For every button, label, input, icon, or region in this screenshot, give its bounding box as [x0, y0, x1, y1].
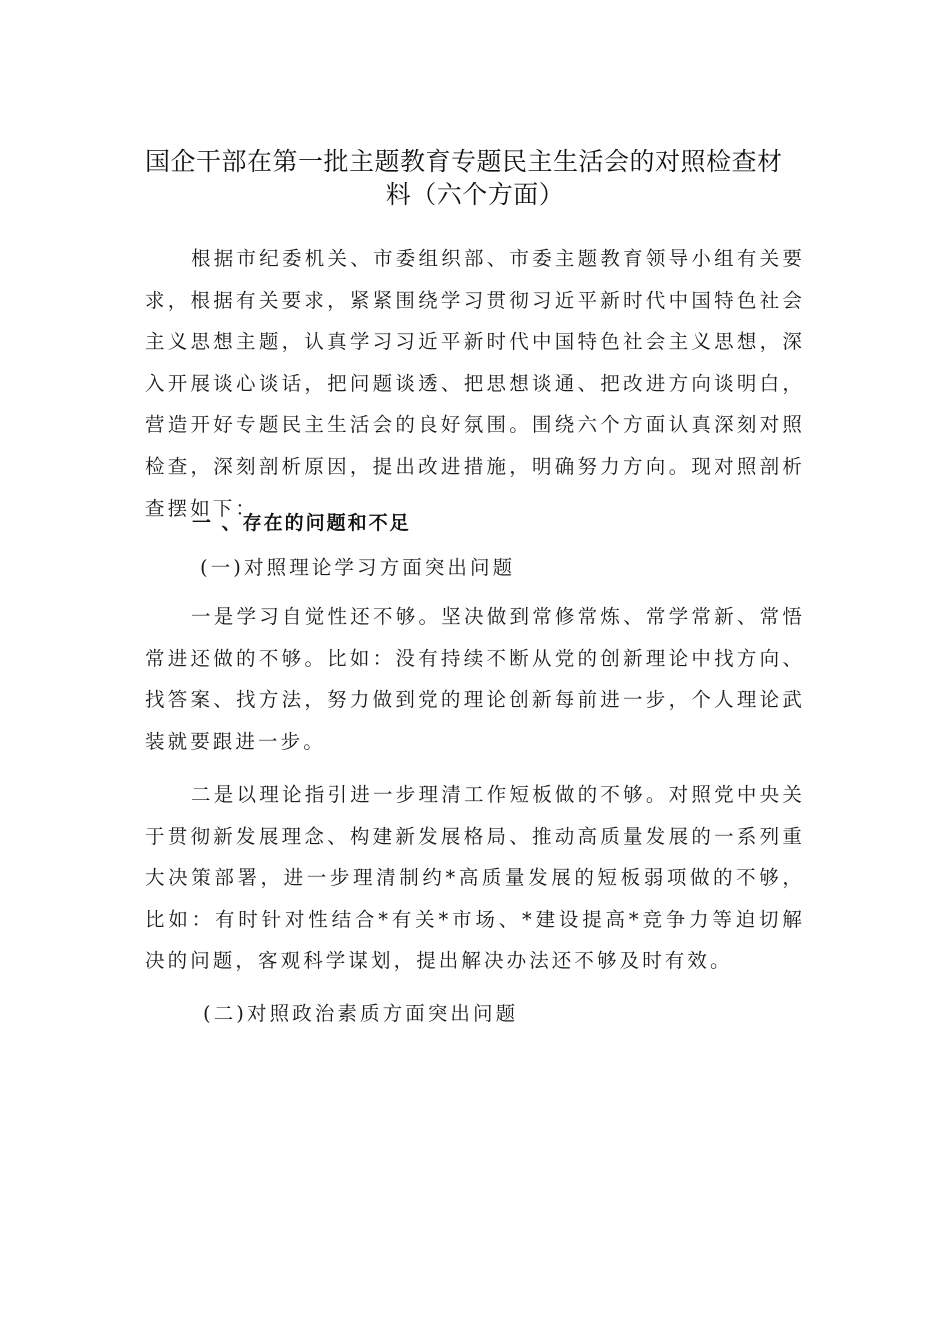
subsection-heading-2: (二)对照政治素质方面突出问题 [203, 1002, 519, 1025]
intro-paragraph: 根据市纪委机关、市委组织部、市委主题教育领导小组有关要求，根据有关要求，紧紧围绕学习贯彻习近平新时代中国特色社会主义思想主题，认真学习习近平新时代中国特色社会主义思想，深入开展谈心谈话，把问题谈透、把思想谈通、把改进方向谈明白，营造开好专题民主生活会的良好氛围。围绕六个方面认真深刻对照检查，深刻剖析原因，提出改进措施，明确努力方向。现对照剖析查摆如下： [145, 247, 805, 520]
paragraph-2: 二是以理论指引进一步理清工作短板做的不够。对照党中央关于贯彻新发展理念、构建新发展格局、推动高质量发展的一系列重大决策部署，进一步理清制约*高质量发展的短板弱项做的不够，比如：有时针对性结合*有关*市场、*建设提高*竞争力等迫切解决的问题，客观科学谋划，提出解决办法还不够及时有效。 [145, 783, 805, 973]
paragraph-1: 一是学习自觉性还不够。坚决做到常修常炼、常学常新、常悟常进还做的不够。比如：没有持续不断从党的创新理论中找方向、找答案、找方法，努力做到党的理论创新每前进一步，个人理论武装就要跟进一步。 [145, 605, 805, 753]
subsection-heading-1: (一)对照理论学习方面突出问题 [200, 556, 516, 579]
document-title-line1: 国企干部在第一批主题教育专题民主生活会的对照检查材 [145, 147, 783, 176]
section-heading: 一 、存在的问题和不足 [192, 512, 411, 534]
document-title-line2: 料（六个方面） [385, 180, 565, 209]
